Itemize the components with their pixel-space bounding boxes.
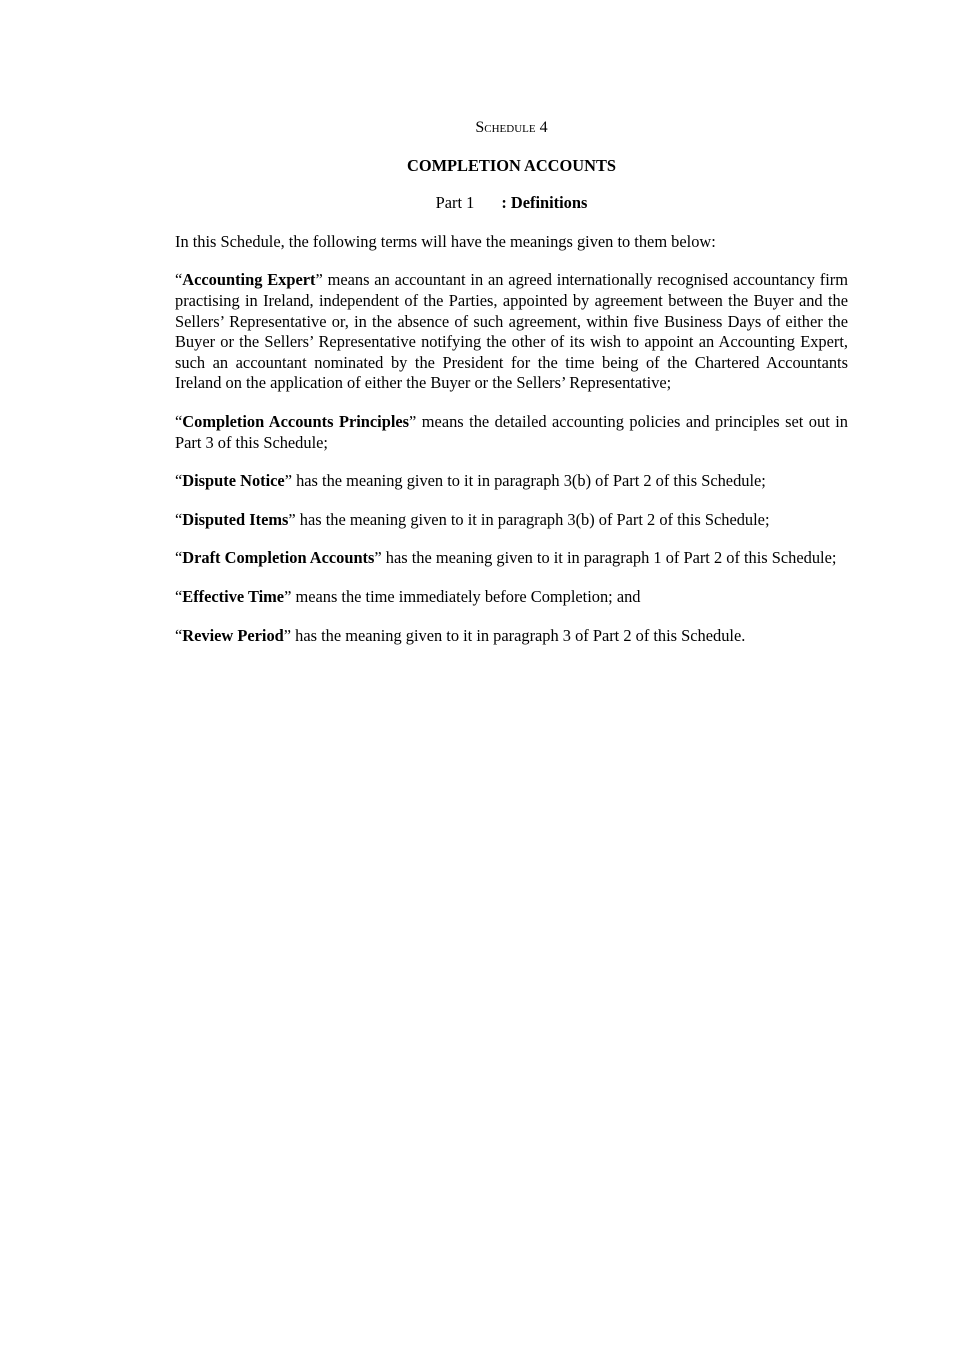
open-quote: “ [175,548,183,568]
definition-text: ” means the time immediately before Completion; and [284,586,641,606]
defined-term: Dispute Notice [182,471,285,491]
part-heading [175,193,848,214]
schedule-label: Schedule [475,119,536,136]
open-quote: “ [175,270,183,290]
definition-text: ” means the detailed accounting policies and principles set out in Part 3 of this Schedule; [175,411,848,452]
definition-text: ” means an accountant in an agreed internationally recognised accountancy firm practising in Ireland, independent of the Parties, appointed by agreement between the Buyer and the Sellers’ Representative or, in the absence of such agreement, within five Business Days of either the Buyer or the Sellers’ Representative notifying the other of its wish to appoint an Accounting Expert, such an accountant nominated by the President for the time being of the Chartered Accountants Ireland on the application of either the Buyer or the Sellers’ Representative; [175,270,848,393]
defined-term: Effective Time [182,586,285,606]
defined-term: Review Period [182,625,284,645]
definition-disputed-items [175,510,848,531]
intro-paragraph: In this Schedule, the following terms will have the meanings given to them below: [175,231,716,251]
definition-draft-completion-accounts [175,548,848,569]
open-quote: “ [175,411,183,431]
defined-term: Completion Accounts Principles [182,411,410,431]
document-page [175,118,848,664]
definition-completion-accounts-principles [175,412,848,453]
schedule-heading [175,118,848,139]
defined-term: Draft Completion Accounts [182,548,375,568]
part-title: : Definitions [501,193,588,213]
schedule-number: 4 [539,119,548,136]
defined-term: Disputed Items [182,509,289,529]
definition-accounting-expert [175,270,848,394]
open-quote: “ [175,509,183,529]
definition-effective-time [175,587,848,608]
definition-text: ” has the meaning given to it in paragraph 3(b) of Part 2 of this Schedule; [284,471,766,491]
definition-text: ” has the meaning given to it in paragraph 3(b) of Part 2 of this Schedule; [288,509,770,529]
definition-text: ” has the meaning given to it in paragraph 3 of Part 2 of this Schedule. [283,625,746,645]
definition-text: ” has the meaning given to it in paragraph 1 of Part 2 of this Schedule; [374,548,837,568]
open-quote: “ [175,586,183,606]
definition-review-period [175,626,848,647]
part-label: Part 1 [435,193,475,213]
defined-term: Accounting Expert [182,270,316,290]
open-quote: “ [175,625,183,645]
definition-dispute-notice [175,471,848,492]
open-quote: “ [175,471,183,491]
document-title: COMPLETION ACCOUNTS [406,155,616,175]
